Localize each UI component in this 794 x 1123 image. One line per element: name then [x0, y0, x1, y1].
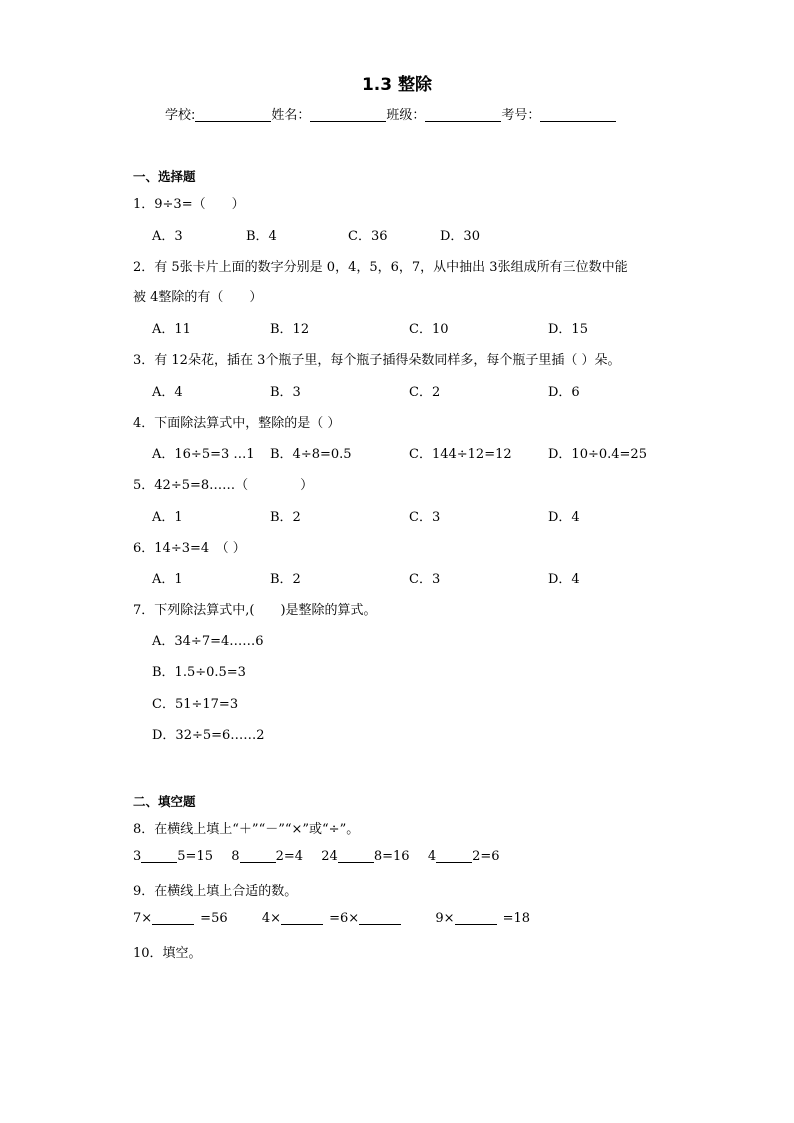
option-c[interactable]: C．2: [409, 385, 441, 400]
answer-blank[interactable]: [240, 849, 276, 863]
option-b[interactable]: B．12: [270, 322, 310, 337]
option-b[interactable]: B．4÷8=0.5: [270, 447, 352, 462]
name-blank[interactable]: [310, 108, 386, 122]
option-a[interactable]: A．16÷5=3 …1: [152, 447, 255, 462]
question-9-blanks: 7× =56 4× =6× 9× =18: [133, 911, 531, 926]
option-c[interactable]: C．3: [409, 572, 441, 587]
option-a[interactable]: A．11: [152, 322, 191, 337]
exam-number-label: 考号：: [501, 108, 541, 123]
option-b[interactable]: B．4: [246, 229, 277, 244]
answer-blank[interactable]: [152, 911, 194, 925]
question-4: 4．下面除法算式中，整除的是（ ）: [133, 416, 341, 431]
question-7-option-b[interactable]: B．1.5÷0.5=3: [152, 665, 246, 680]
question-7-option-a[interactable]: A．34÷7=4……6: [152, 634, 264, 649]
question-7: 7．下列除法算式中,( )是整除的算式。: [133, 603, 377, 618]
exam-number-blank[interactable]: [540, 108, 616, 122]
option-d[interactable]: D．4: [548, 510, 580, 525]
class-label: 班级：: [386, 108, 426, 123]
question-8-blanks: 3 5=15 8 2=4 24 8=16 4 2=6: [133, 849, 500, 864]
option-d[interactable]: D．10÷0.4=25: [548, 447, 647, 462]
question-9: 9．在横线上填上合适的数。: [133, 884, 298, 899]
question-3: 3．有 12朵花，插在 3个瓶子里，每个瓶子插得朵数同样多，每个瓶子里插（ ）朵。: [133, 353, 621, 368]
option-b[interactable]: B．2: [270, 572, 301, 587]
section-heading-fill: 二、填空题: [133, 794, 196, 809]
question-8: 8．在横线上填上“＋”“－”“×”或“÷”。: [133, 822, 360, 837]
page-title: 1.3 整除: [361, 75, 433, 95]
option-d[interactable]: D．30: [440, 229, 480, 244]
answer-blank[interactable]: [436, 849, 472, 863]
class-blank[interactable]: [425, 108, 501, 122]
option-a[interactable]: A．1: [152, 572, 183, 587]
question-2-line-2: 被 4整除的有（ ）: [133, 290, 263, 305]
name-label: 姓名：: [271, 108, 311, 123]
answer-blank[interactable]: [455, 911, 497, 925]
option-b[interactable]: B．3: [270, 385, 301, 400]
answer-blank[interactable]: [359, 911, 401, 925]
school-blank[interactable]: [195, 108, 271, 122]
question-1: 1．9÷3=（ ）: [133, 197, 245, 212]
option-d[interactable]: D．6: [548, 385, 580, 400]
answer-blank[interactable]: [281, 911, 323, 925]
option-a[interactable]: A．3: [152, 229, 183, 244]
option-c[interactable]: C．3: [409, 510, 441, 525]
answer-blank[interactable]: [338, 849, 374, 863]
option-a[interactable]: A．4: [152, 385, 183, 400]
option-c[interactable]: C．144÷12=12: [409, 447, 512, 462]
option-d[interactable]: D．4: [548, 572, 580, 587]
option-b[interactable]: B．2: [270, 510, 301, 525]
option-a[interactable]: A．1: [152, 510, 183, 525]
option-c[interactable]: C．36: [348, 229, 388, 244]
school-label: 学校:: [165, 108, 196, 123]
question-7-option-c[interactable]: C．51÷17=3: [152, 697, 239, 712]
question-6: 6．14÷3=4 （ ）: [133, 541, 246, 556]
question-2-line-1: 2．有 5张卡片上面的数字分别是 0，4，5，6，7，从中抽出 3张组成所有三位数中能: [133, 260, 628, 275]
section-heading-choice: 一、选择题: [133, 169, 196, 184]
option-d[interactable]: D．15: [548, 322, 588, 337]
option-c[interactable]: C．10: [409, 322, 449, 337]
question-5: 5．42÷5=8……（ ）: [133, 478, 314, 493]
question-10: 10．填空。: [133, 946, 202, 961]
student-info-row: [165, 104, 616, 123]
answer-blank[interactable]: [141, 849, 177, 863]
question-7-option-d[interactable]: D．32÷5=6……2: [152, 728, 265, 743]
